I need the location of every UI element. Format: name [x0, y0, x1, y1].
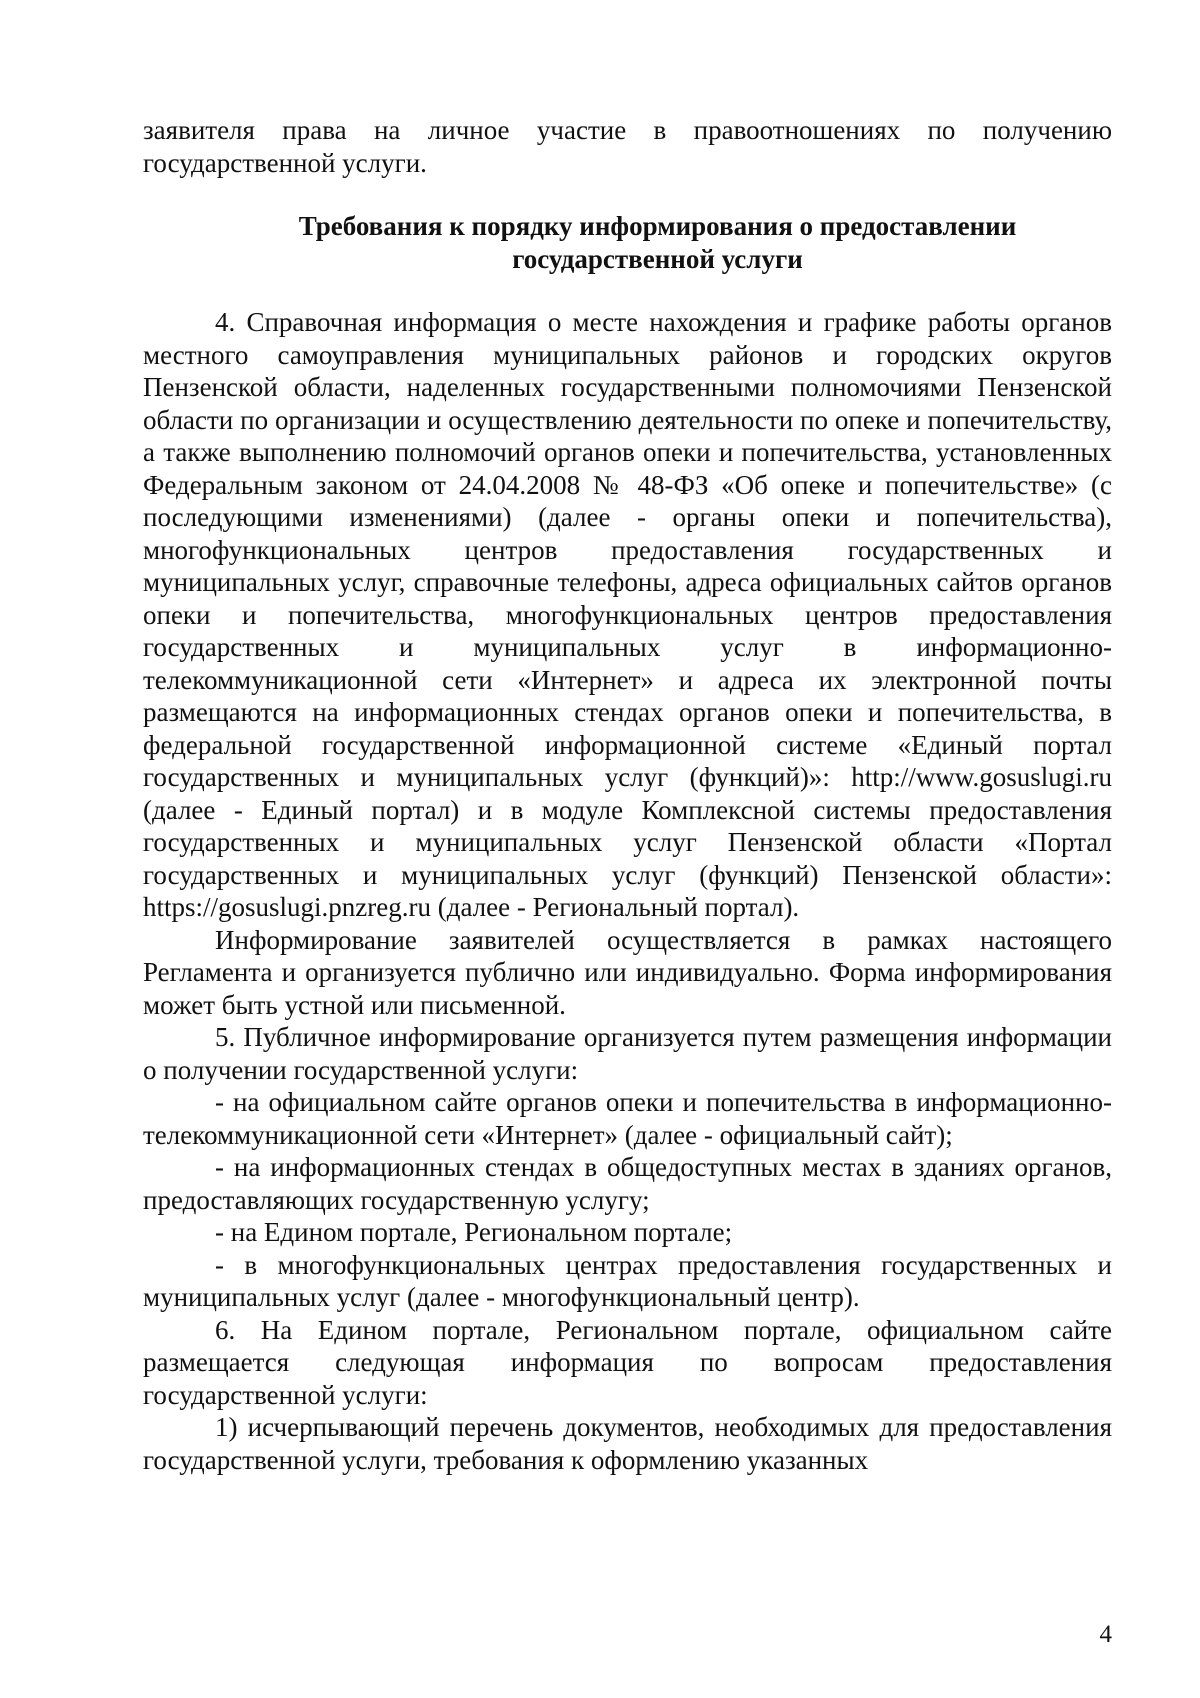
- list-item-portals: - на Едином портале, Региональном портале;: [215, 1217, 733, 1247]
- list-item-documents: 1) исчерпывающий перечень документов, необходимых для предоставления государственной услуги, требования к оформлению указанных: [143, 1412, 1112, 1475]
- paragraph-item-5: 5. Публичное информирование организуется путем размещения информации о получении государственной услуги:: [143, 1022, 1112, 1085]
- list-item-official-site: - на официальном сайте органов опеки и попечительства в информационно-телекоммуникационной сети «Интернет» (далее - официальный сайт);: [143, 1087, 1112, 1150]
- section-heading-line-1: Требования к порядку информирования о предоставлении: [298, 211, 1017, 241]
- list-item-info-stands: - на информационных стендах в общедоступных местах в зданиях органов, предоставляющих государственную услугу;: [143, 1152, 1112, 1215]
- paragraph-item-6: 6. На Едином портале, Региональном портале, официальном сайте размещается следующая информация по вопросам предоставления государственной услуги:: [143, 1314, 1112, 1410]
- paragraph-informing-forms: Информирование заявителей осуществляется в рамках настоящего Регламента и организуется публично или индивидуально. Форма информирования может быть устной или письменной.: [143, 924, 1112, 1020]
- list-item-mfc: - в многофункциональных центрах предоставления государственных и муниципальных услуг (далее - многофункциональный центр).: [143, 1249, 1112, 1312]
- section-heading-line-2: государственной услуги: [512, 243, 803, 274]
- paragraph-item-4: 4. Справочная информация о месте нахождения и графике работы органов местного самоуправления муниципальных районов и городских округов Пензенской области, наделенных государственными полномочиями Пензенской области по организации и осуществлению деятельности по опеке и попечительству, а также выполнению полномочий органов опеки и попечительства, установленных Федеральным законом от 24.04.2008 № 48-ФЗ «Об опеке и попечительстве» (с последующими изменениями) (далее - органы опеки и попечительства), многофункциональных центров предоставления государственных и муниципальных услуг, справочные телефоны, адреса официальных сайтов органов опеки и попечительства, многофункциональных центров предоставления государственных и муниципальных услуг в информационно-телекоммуникационной сети «Интернет» и адреса их электронной почты размещаются на информационных стендах органов опеки и попечительства, в федеральной государственной информационной системе «Единый портал государственных и муниципальных услуг (функций)»: http://www.gosuslugi.ru (далее - Единый портал) и в модуле Комплексной системы предоставления государственных и муниципальных услуг Пензенской области «Портал государственных и муниципальных услуг (функций) Пензенской области»: https://gosuslugi.pnzreg.ru (далее - Региональный портал).: [143, 307, 1112, 922]
- paragraph-continuation: заявителя права на личное участие в правоотношениях по получению государственной услуги.: [143, 115, 1112, 178]
- page-body: [143, 114, 1112, 1476]
- section-heading: [143, 210, 1112, 275]
- page-number: 4: [1099, 1621, 1112, 1648]
